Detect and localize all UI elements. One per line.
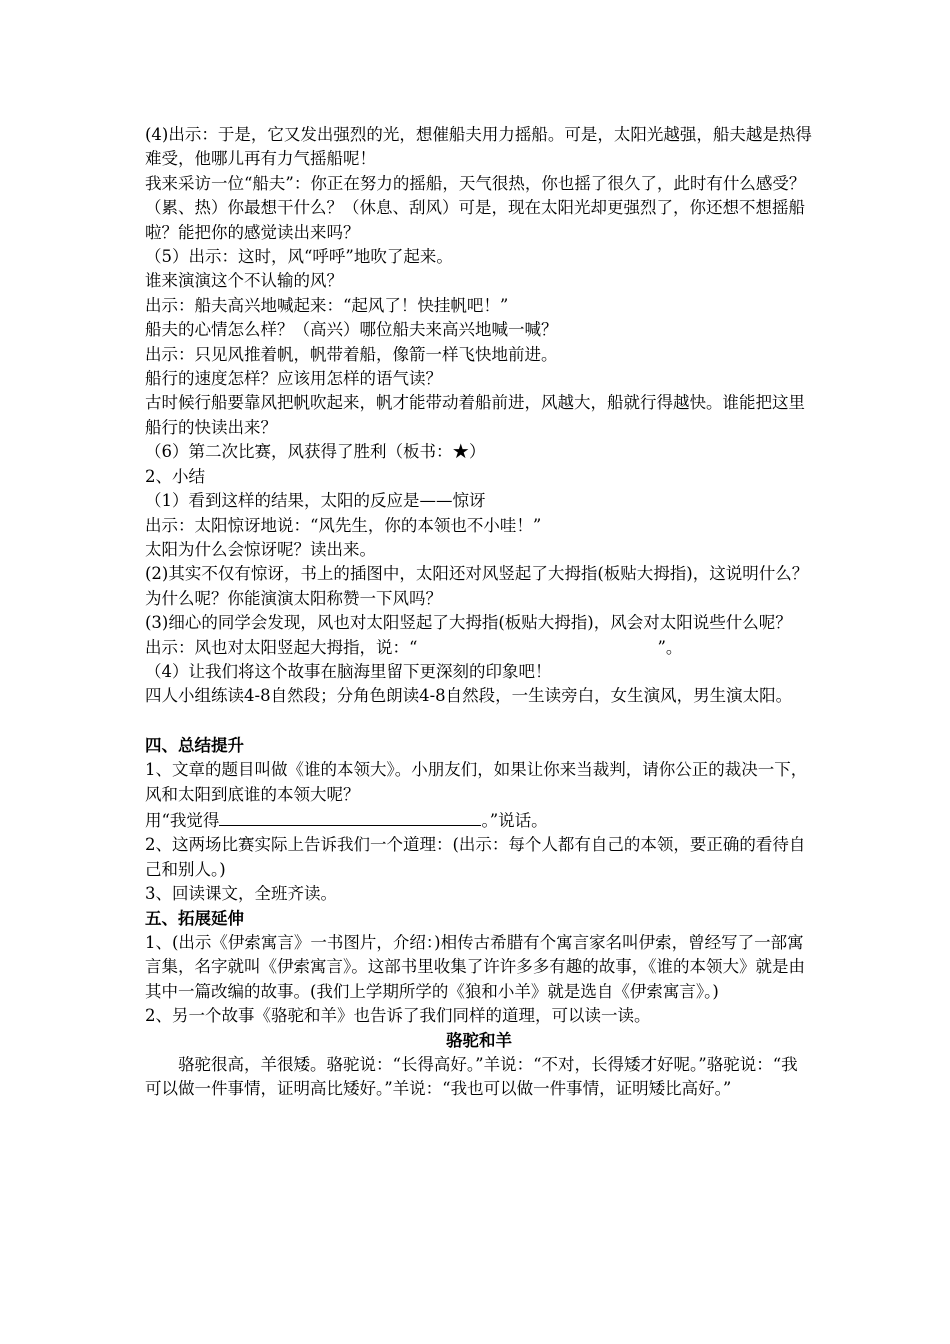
paragraph: （5）出示：这时，风“呼呼”地吹了起来。 bbox=[145, 247, 453, 267]
paragraph: (3)细心的同学会发现，风也对太阳竖起了大拇指(板贴大拇指)，风会对太阳说些什么呢？ bbox=[145, 613, 792, 633]
fill-in-sentence bbox=[145, 636, 813, 660]
paragraph: 谁来演演这个不认输的风？ bbox=[145, 271, 343, 291]
fill-in-sentence bbox=[145, 807, 813, 833]
paragraph: 1、文章的题目叫做《谁的本领大》。小朋友们，如果让你来当裁判，请你公正的裁决一下，风和太阳到底谁的本领大呢？ bbox=[145, 760, 808, 804]
answer-blank-line bbox=[219, 807, 481, 826]
paragraph: （6）第二次比赛，风获得了胜利（板书：★） bbox=[145, 442, 486, 462]
fill-in-suffix: 。”说话。 bbox=[481, 810, 548, 830]
paragraph: (2)其实不仅有惊讶，书上的插图中，太阳还对风竖起了大拇指(板贴大拇指)，这说明什么？为什么呢？你能演演太阳称赞一下风吗？ bbox=[145, 564, 809, 608]
story-title: 骆驼和羊 bbox=[446, 1030, 512, 1050]
section-heading: 四、总结提升 bbox=[145, 735, 244, 755]
paragraph: 古时候行船要靠风把帆吹起来，帆才能带动着船前进，风越大，船就行得越快。谁能把这里船行的快读出来？ bbox=[145, 393, 805, 437]
paragraph: （1）看到这样的结果，太阳的反应是——惊讶 bbox=[145, 491, 486, 511]
paragraph: （4）让我们将这个故事在脑海里留下更深刻的印象吧！ bbox=[145, 661, 552, 681]
paragraph: 太阳为什么会惊讶呢？读出来。 bbox=[145, 539, 376, 559]
paragraph: 我来采访一位“船夫”：你正在努力的摇船，天气很热，你也摇了很久了，此时有什么感受？（累、热）你最想干什么？（休息、刮风）可是，现在太阳光却更强烈了，你还想不想摇船啦？能把你的感觉读出来吗？ bbox=[145, 173, 806, 242]
section-heading: 五、拓展延伸 bbox=[145, 908, 244, 928]
section-gap bbox=[145, 709, 813, 734]
fill-in-prefix: 用“我觉得 bbox=[145, 810, 220, 830]
document-body bbox=[145, 123, 813, 1102]
paragraph: 2、小结 bbox=[145, 466, 205, 486]
paragraph: 3、回读课文，全班齐读。 bbox=[145, 884, 337, 904]
paragraph: 船夫的心情怎么样？（高兴）哪位船夫来高兴地喊一喊？ bbox=[145, 320, 558, 340]
fill-in-suffix: ”。 bbox=[657, 637, 683, 657]
story-paragraph: 骆驼很高，羊很矮。骆驼说：“长得高好。”羊说：“不对，长得矮才好呢。”骆驼说：“我可以做一件事情，证明高比矮好。”羊说：“我也可以做一件事情，证明矮比高好。” bbox=[145, 1055, 798, 1099]
fill-in-prefix: 出示：风也对太阳竖起大拇指，说：“ bbox=[145, 637, 418, 657]
paragraph: 出示：只见风推着帆，帆带着船，像箭一样飞快地前进。 bbox=[145, 344, 558, 364]
paragraph: 四人小组练读4-8自然段；分角色朗读4-8自然段，一生读旁白，女生演风，男生演太阳。 bbox=[145, 686, 793, 706]
paragraph: 1、(出示《伊索寓言》一书图片，介绍：)相传古希腊有个寓言家名叫伊索，曾经写了一部寓言集，名字就叫《伊索寓言》。这部书里收集了许许多多有趣的故事，《谁的本领大》就是由其中一篇改编的故事。(我们上学期所学的《狼和小羊》就是选自《伊索寓言》。) bbox=[145, 933, 805, 1001]
paragraph: 船行的速度怎样？应该用怎样的语气读？ bbox=[145, 369, 442, 389]
paragraph: 出示：太阳惊讶地说：“风先生，你的本领也不小哇！” bbox=[145, 515, 542, 535]
paragraph: (4)出示：于是，它又发出强烈的光，想催船夫用力摇船。可是，太阳光越强，船夫越是热得难受，他哪儿再有力气摇船呢！ bbox=[145, 125, 812, 169]
paragraph: 2、这两场比赛实际上告诉我们一个道理：(出示：每个人都有自己的本领，要正确的看待自己和别人。) bbox=[145, 835, 806, 879]
paragraph: 2、另一个故事《骆驼和羊》也告诉了我们同样的道理，可以读一读。 bbox=[145, 1006, 651, 1026]
paragraph: 出示：船夫高兴地喊起来：“起风了！快挂帆吧！” bbox=[145, 295, 509, 315]
